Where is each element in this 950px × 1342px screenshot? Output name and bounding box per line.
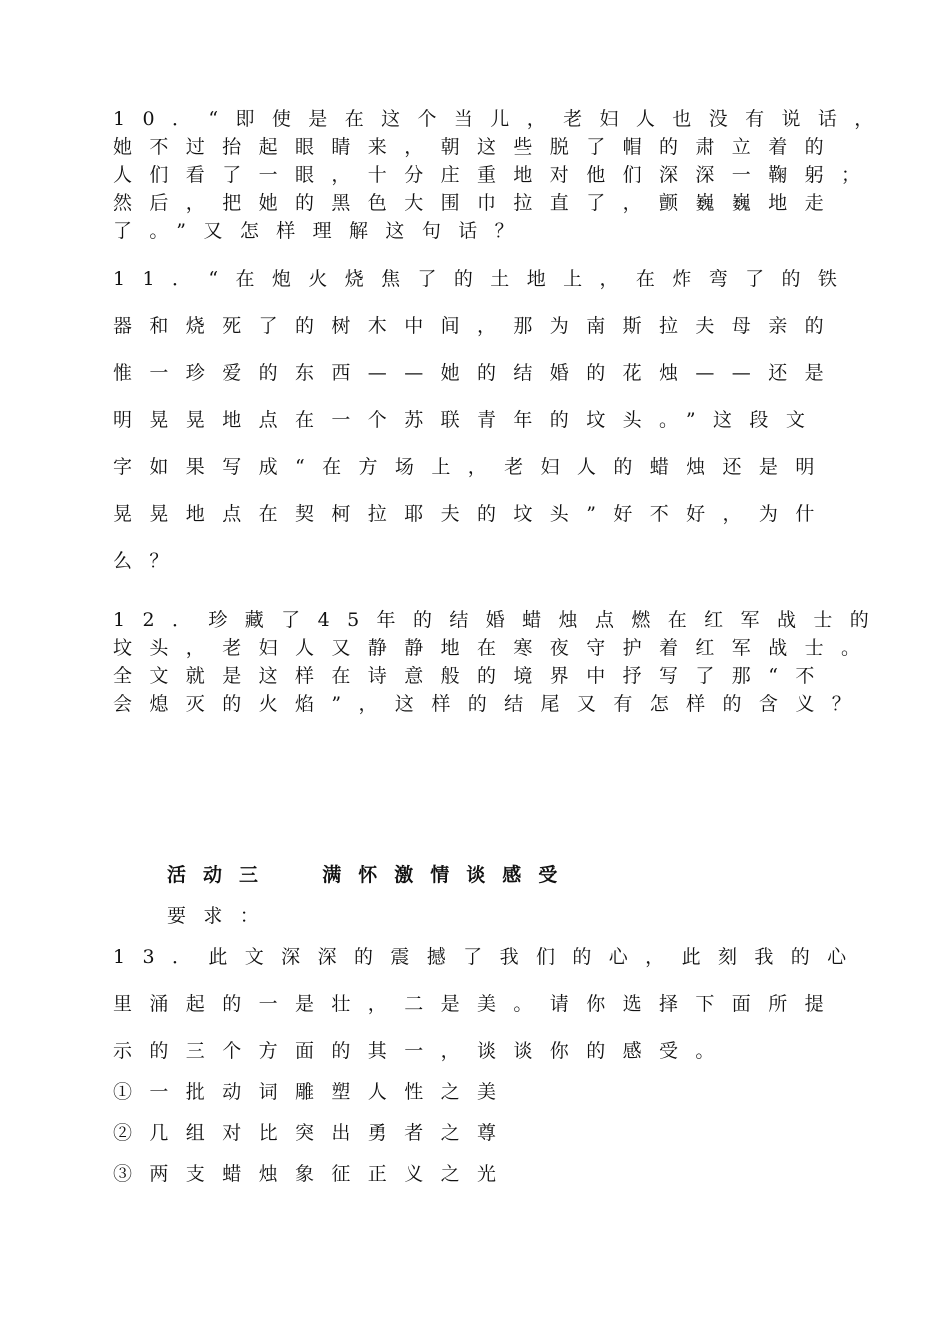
requirement-label: 要求： bbox=[167, 905, 277, 927]
q10-line-4: 然后，把她的黑色大围巾拉直了，颤巍巍地走 bbox=[113, 192, 842, 214]
q10-line-5: 了。”又怎样理解这句话？ bbox=[113, 220, 532, 242]
activity-heading: 活动三 满怀激情谈感受 bbox=[167, 864, 575, 886]
q13-line-2: 里涌起的一是壮，二是美。请你选择下面所提 bbox=[113, 993, 842, 1015]
q10-line-2: 她不过抬起眼睛来，朝这些脱了帽的肃立着的 bbox=[113, 136, 842, 158]
q11-line-4: 明晃晃地点在一个苏联青年的坟头。”这段文 bbox=[113, 409, 823, 431]
q11-line-1: 11．“在炮火烧焦了的土地上，在炸弯了的铁 bbox=[113, 268, 855, 290]
q10-line-1: 10．“即使是在这个当儿，老妇人也没有说话， bbox=[113, 108, 891, 130]
q11-line-6: 晃晃地点在契柯拉耶夫的坟头”好不好，为什 bbox=[113, 503, 832, 525]
q11-line-3: 惟一珍爱的东西——她的结婚的花烛——还是 bbox=[113, 362, 842, 384]
q12-line-1: 12．珍藏了45年的结婚蜡烛点燃在红军战士的 bbox=[113, 609, 887, 631]
q12-line-4: 会熄灭的火焰”，这样的结尾又有怎样的含义？ bbox=[113, 693, 869, 715]
q11-line-5: 字如果写成“在方场上，老妇人的蜡烛还是明 bbox=[113, 456, 832, 478]
q11-line-2: 器和烧死了的树木中间，那为南斯拉夫母亲的 bbox=[113, 315, 842, 337]
q10-line-3: 人们看了一眼，十分庄重地对他们深深一鞠躬； bbox=[113, 164, 878, 186]
q13-option-3: ③两支蜡烛象征正义之光 bbox=[113, 1163, 514, 1185]
q12-line-3: 全文就是这样在诗意般的境界中抒写了那“不 bbox=[113, 665, 832, 687]
q11-line-7: 么？ bbox=[113, 550, 186, 572]
q13-option-2: ②几组对比突出勇者之尊 bbox=[113, 1122, 514, 1144]
q13-line-3: 示的三个方面的其一，谈谈你的感受。 bbox=[113, 1040, 732, 1062]
q12-line-2: 坟头，老妇人又静静地在寒夜守护着红军战士。 bbox=[113, 637, 878, 659]
q13-line-1: 13．此文深深的震撼了我们的心，此刻我的心 bbox=[113, 946, 864, 968]
q13-option-1: ①一批动词雕塑人性之美 bbox=[113, 1081, 514, 1103]
